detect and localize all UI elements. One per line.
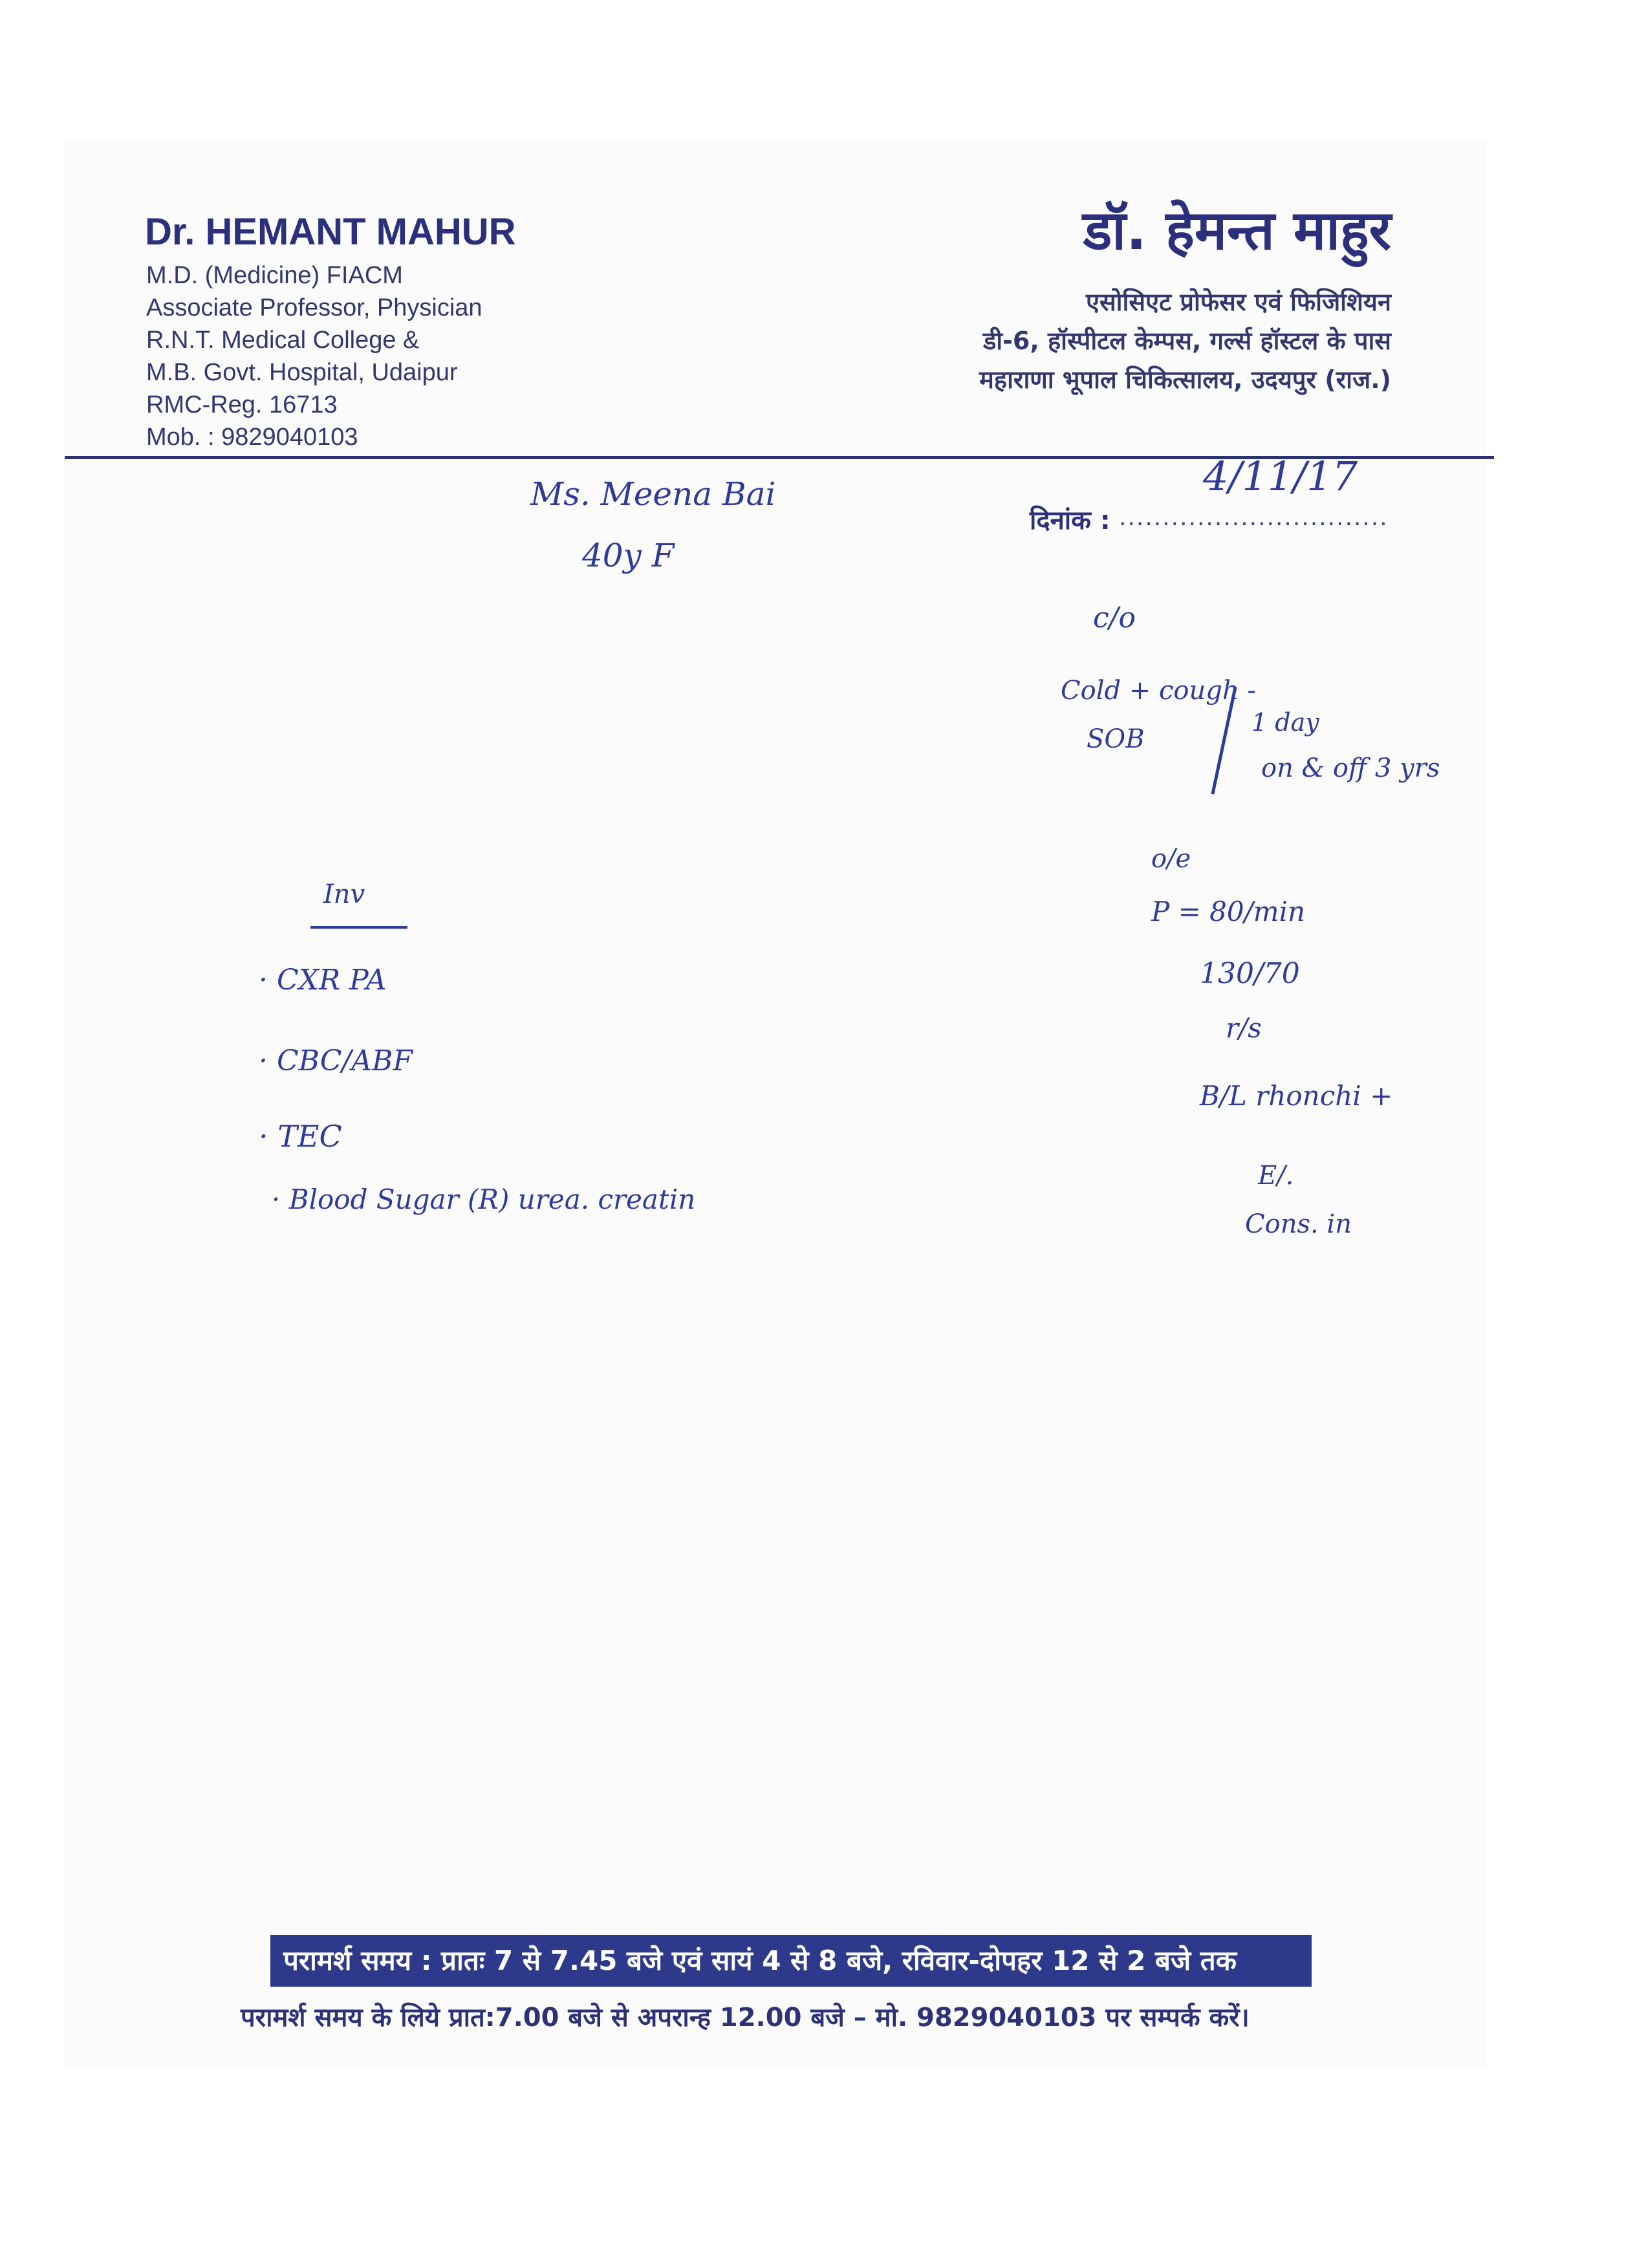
doctor-name-english: Dr. HEMANT MAHUR xyxy=(145,211,516,253)
other-finding: E/. xyxy=(1258,1161,1294,1191)
mobile-number: Mob. : 9829040103 xyxy=(146,424,358,451)
date-value: 4/11/17 xyxy=(1203,453,1358,500)
duration-one-day: 1 day xyxy=(1251,708,1319,737)
blood-pressure: 130/70 xyxy=(1200,957,1300,990)
patient-name: Ms. Meena Bai xyxy=(530,475,776,513)
finding-rhonchi: B/L rhonchi + xyxy=(1200,1080,1393,1112)
respiratory-system: r/s xyxy=(1226,1012,1262,1044)
investigation-item: · TEC xyxy=(259,1119,342,1154)
investigation-item: · CXR PA xyxy=(259,964,387,997)
hospital: M.B. Govt. Hospital, Udaipur xyxy=(146,359,458,386)
pulse-reading: P = 80/min xyxy=(1151,896,1306,927)
duration-on-off: on & off 3 yrs xyxy=(1261,753,1440,783)
patient-age-sex: 40y F xyxy=(582,537,675,574)
investigations-heading: Inv xyxy=(323,880,365,909)
investigation-item: · CBC/ABF xyxy=(259,1044,413,1077)
investigation-item: · Blood Sugar (R) urea. creatin xyxy=(272,1183,696,1215)
college: R.N.T. Medical College & xyxy=(146,327,420,354)
consultation-hours: परामर्श समय : प्रातः 7 से 7.45 बजे एवं सायं 4 से 8 बजे, रविवार-दोपहर 12 से 2 बजे तक xyxy=(283,1945,1237,1976)
qualification: M.D. (Medicine) FIACM xyxy=(146,262,403,289)
appointment-contact: परामर्श समय के लिये प्रात:7.00 बजे से अपरान्ह 12.00 बजे – मो. 9829040103 पर सम्पर्क करें। xyxy=(241,2003,1250,2033)
designation: Associate Professor, Physician xyxy=(146,294,482,321)
date-label: दिनांक : xyxy=(1030,506,1110,535)
investigations-underline xyxy=(310,926,407,929)
hospital-hindi: महाराणा भूपाल चिकित्सालय, उदयपुर (राज.) xyxy=(979,365,1391,394)
examination-heading: o/e xyxy=(1151,844,1191,874)
complaint-sob: SOB xyxy=(1087,724,1145,754)
consultation-note: Cons. in xyxy=(1245,1209,1352,1239)
complaint-cold-cough: Cold + cough - xyxy=(1061,676,1256,706)
date-dotted-line: ............................... xyxy=(1119,504,1389,531)
address-hindi: डी-6, हॉस्पीटल केम्पस, गर्ल्स हॉस्टल के पास xyxy=(982,327,1391,355)
doctor-name-hindi: डॉ. हेमन्त माहुर xyxy=(1083,199,1391,262)
designation-hindi: एसोसिएट प्रोफेसर एवं फिजिशियन xyxy=(1085,288,1391,316)
registration-number: RMC-Reg. 16713 xyxy=(146,391,338,418)
complaints-heading: c/o xyxy=(1093,601,1136,634)
